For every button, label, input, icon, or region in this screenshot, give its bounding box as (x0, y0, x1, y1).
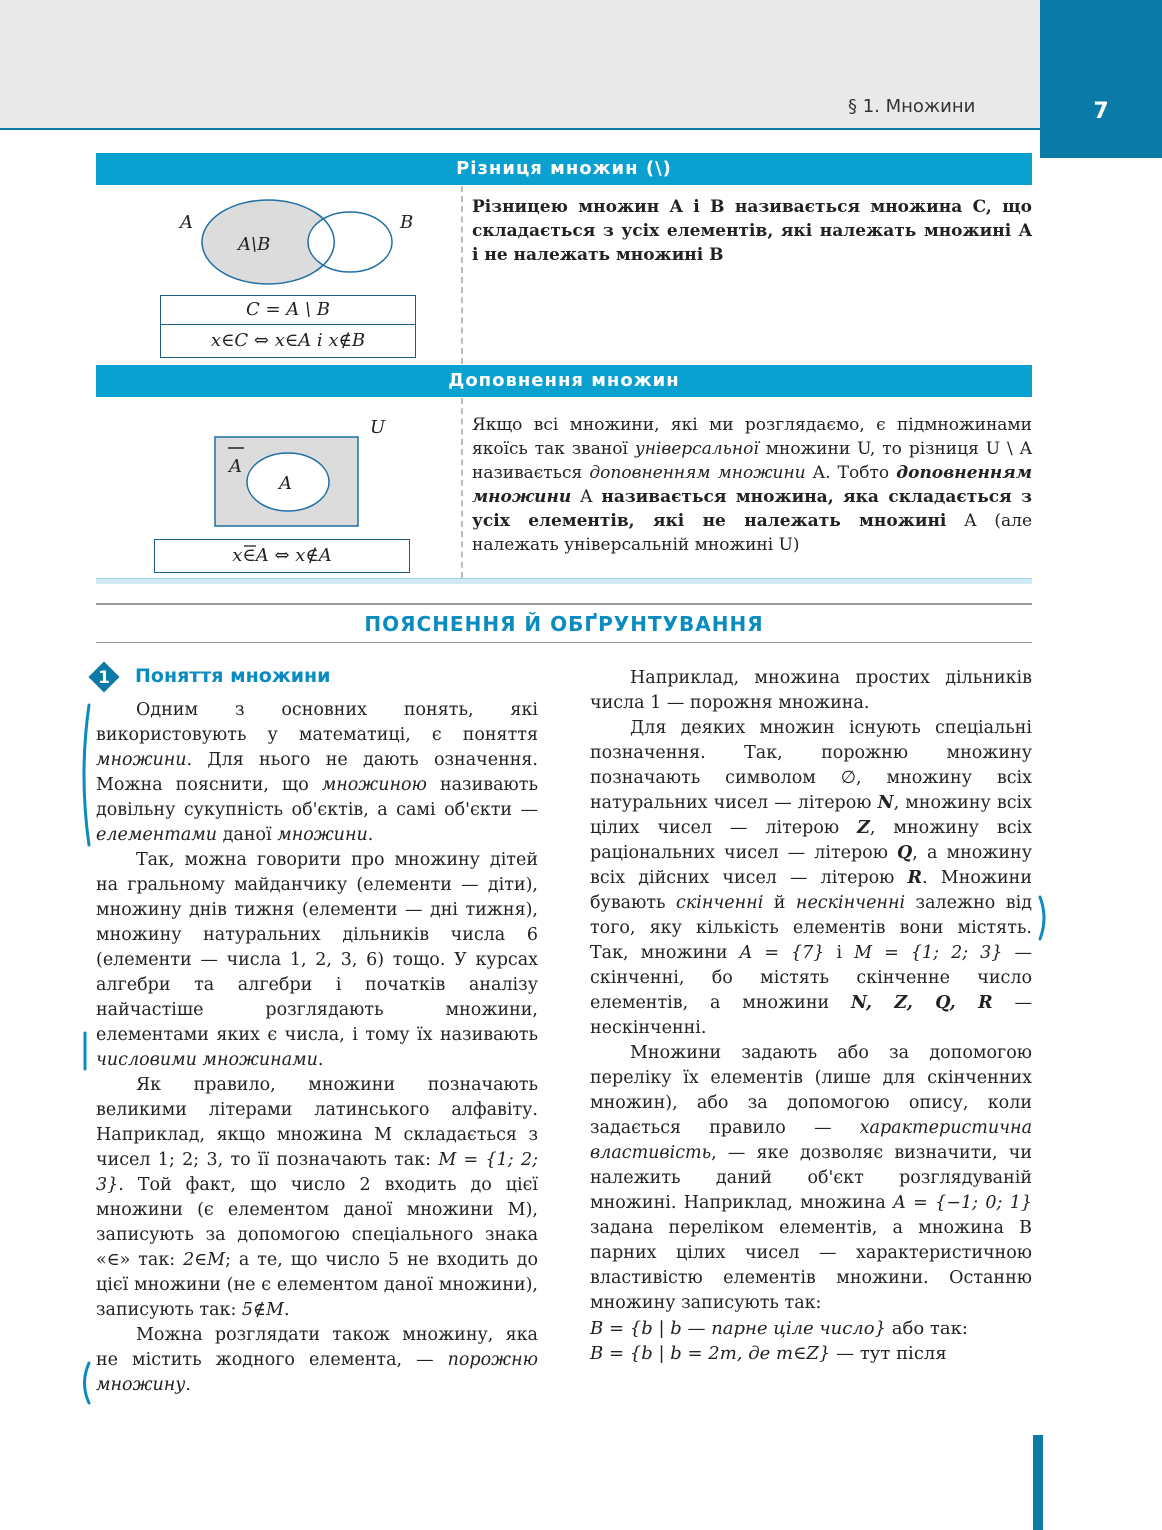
math-line (590, 1316, 1032, 1341)
def-text: Якщо всі множини, які ми розглядаємо, є підмножинами якоїсь так званої (472, 415, 1032, 459)
subheading: Поняття множини (135, 665, 331, 687)
complement-venn-diagram (210, 412, 410, 532)
text: — скінченні, бо містять скінченне число елементів, а множини (590, 943, 1032, 1013)
text: , а множину всіх дійсних чисел — літерою (590, 843, 1032, 888)
text: Можна розглядати також множину, яка не містить жодного елемента, — (96, 1325, 538, 1370)
italic-term: множини (277, 825, 368, 845)
math-expression: A = {−1; 0; 1} (893, 1193, 1032, 1213)
def-text: A (але належать універсальній множині U) (472, 511, 1033, 555)
math-expression: A = {7} (739, 943, 825, 963)
def-text: A (571, 487, 602, 507)
text: залежно від того, яку кількість елементів вони містять. Так, множини (590, 893, 1032, 963)
def-text: множини U, то різниця U \ A називається (472, 439, 1033, 483)
label-a-complement: A (229, 456, 242, 477)
text: і (824, 943, 855, 963)
italic-term: характеристична властивість (590, 1118, 1032, 1163)
italic-term: порожню множину (96, 1350, 538, 1395)
text: . Той факт, що число 2 входить до цієї множини (є елементом даної множини M), записують за допомогою спеціального знака «∈» так: (96, 1175, 538, 1270)
text: задана переліком елементів, а множина B парних цілих чисел — характеристичною властивістю елементів множини. Останню множину записують так: (590, 1218, 1032, 1313)
def-text: A. Тобто (805, 463, 897, 483)
margin-bracket-icon (78, 702, 92, 848)
venn-label-b: B (400, 212, 414, 233)
text: даної (217, 825, 278, 845)
math-expression: M = {1; 2; 3} (854, 943, 1003, 963)
left-column (96, 698, 538, 1398)
table-divider-2 (461, 398, 463, 578)
number-badge (87, 660, 121, 694)
right-column (590, 666, 1032, 1366)
header-rule (0, 128, 1040, 130)
page-number: 7 (1093, 98, 1109, 124)
text: , множину всіх раціональних чисел — літерою (590, 818, 1032, 863)
text: Множини задають або за допомогою переліку їх елементів (лише для скінченних множин), або за допомогою опису, коли задається правило — (590, 1043, 1032, 1138)
set-symbol: Q (897, 843, 913, 863)
text: й (763, 893, 796, 913)
text: Як правило, множини позначають великими літерами латинського алфавіту. Наприклад, якщо множина M складається з чисел 1; 2; 3, то її позначають так: (96, 1075, 538, 1170)
italic-term: множини (96, 750, 187, 770)
text: , — яке дозволяє визначити, чи належить даний об'єкт розглядуваній множині. Наприклад, множина (590, 1143, 1032, 1213)
complement-formula-box (154, 539, 410, 573)
venn-set-b (308, 212, 392, 272)
page-number-tab (1040, 0, 1162, 158)
section-rule-top (96, 603, 1032, 605)
difference-formula-box: C = A \ B (160, 295, 416, 325)
venn-label-difference: A\B (238, 234, 271, 255)
section-title: ПОЯСНЕННЯ Й ОБҐРУНТУВАННЯ (364, 612, 764, 636)
margin-bracket-icon (78, 1360, 92, 1406)
math-expression: B = {b | b = 2m, де m∈Z} (590, 1343, 831, 1364)
page-edge-band (1033, 1435, 1043, 1530)
def-italic: універсальної (634, 439, 759, 459)
paragraph (96, 698, 538, 848)
margin-bracket-icon (78, 1030, 90, 1072)
math-expression: B = {b | b — парне ціле число} (590, 1318, 887, 1339)
text: — нескінченні. (590, 993, 1032, 1038)
italic-term: числовими множинами (96, 1050, 318, 1070)
section-rule-bottom (96, 642, 1032, 643)
def-italic: доповненням множини (589, 463, 806, 483)
math-expression: 2∈M (183, 1250, 226, 1270)
paragraph: Наприклад, множина простих дільників числа 1 — порожня множина. (590, 668, 1032, 713)
set-symbols: N, Z, Q, R (851, 993, 993, 1013)
italic-term: елементами (96, 825, 218, 845)
label-a: A (279, 473, 292, 494)
text: або так: (886, 1318, 968, 1339)
set-symbol: R (907, 868, 923, 888)
text: Так, можна говорити про множину дітей на гральному майданчику (елементи — діти), множину днів тижня (елементи — дні тижня), множину натуральних дільників числа 6 (елементи — числа 1, 2, 3, 6) тощо. У курсах алгебри та алгебри і початків аналізу найчастіше розглядають множини, елементами яких є числа, і тому їх називають (96, 850, 538, 1045)
text: , множину всіх цілих чисел — літерою (590, 793, 1033, 838)
text: — тут після (830, 1343, 947, 1364)
text: . (283, 1300, 290, 1320)
difference-venn-diagram (170, 192, 430, 292)
italic-term: скінченні (676, 893, 764, 913)
section-running-title: § 1. Множини (848, 96, 976, 117)
complement-formula: x∈A ⇔ x∉A (232, 545, 332, 566)
paragraph (96, 848, 538, 1073)
set-symbol: N (877, 793, 894, 813)
math-expression: M = {1; 2; 3} (96, 1150, 539, 1195)
text: Одним з основних понять, які використовують у математиці, є поняття (96, 700, 538, 745)
def-bold-italic: доповненням множини (472, 463, 1032, 507)
paragraph (96, 1323, 538, 1398)
paragraph (590, 1041, 1032, 1316)
set-symbol: Z (857, 818, 870, 838)
text: . (367, 825, 374, 845)
text: називають довільну сукупність об'єктів, а самі об'єкти — (96, 775, 538, 820)
formula-overline (243, 543, 257, 549)
text: ; а те, що число 5 не входить до цієї множини (не є елементом даної множини), записують так: (96, 1250, 538, 1320)
text: . Для нього не дають означення. Можна пояснити, що (96, 750, 538, 795)
italic-term: множиною (321, 775, 427, 795)
def-bold: називається множина, яка складається з усіх елементів, які не належать множині (472, 487, 1032, 531)
text: . (317, 1050, 324, 1070)
paragraph (590, 716, 1032, 1041)
complement-definition (472, 413, 1032, 557)
difference-membership-box: x∈C ⇔ x∈A і x∉B (160, 324, 416, 358)
badge-number: 1 (98, 668, 110, 688)
table-divider (461, 186, 463, 364)
text: . (185, 1375, 191, 1395)
math-line (590, 1341, 1032, 1366)
label-u: U (370, 417, 386, 438)
math-expression: 5∉M (241, 1300, 284, 1320)
complement-bar: Доповнення множин (96, 365, 1032, 397)
venn-label-a: A (180, 212, 193, 233)
difference-definition: Різницею множин A і B називається множина C, що складається з усіх елементів, які належать множині A і не належать множині B (472, 197, 1032, 265)
italic-term: нескінченні (795, 893, 906, 913)
table-bottom-rule (96, 578, 1032, 584)
text: Для деяких множин існують спеціальні позначення. Так, порожню множину позначають символом ∅, множину всіх натуральних чисел — літерою (590, 718, 1032, 813)
text: . Множини бувають (590, 868, 1032, 913)
difference-bar: Різниця множин (\) (96, 153, 1032, 185)
margin-bracket-icon (1037, 894, 1049, 942)
paragraph (96, 1073, 538, 1323)
